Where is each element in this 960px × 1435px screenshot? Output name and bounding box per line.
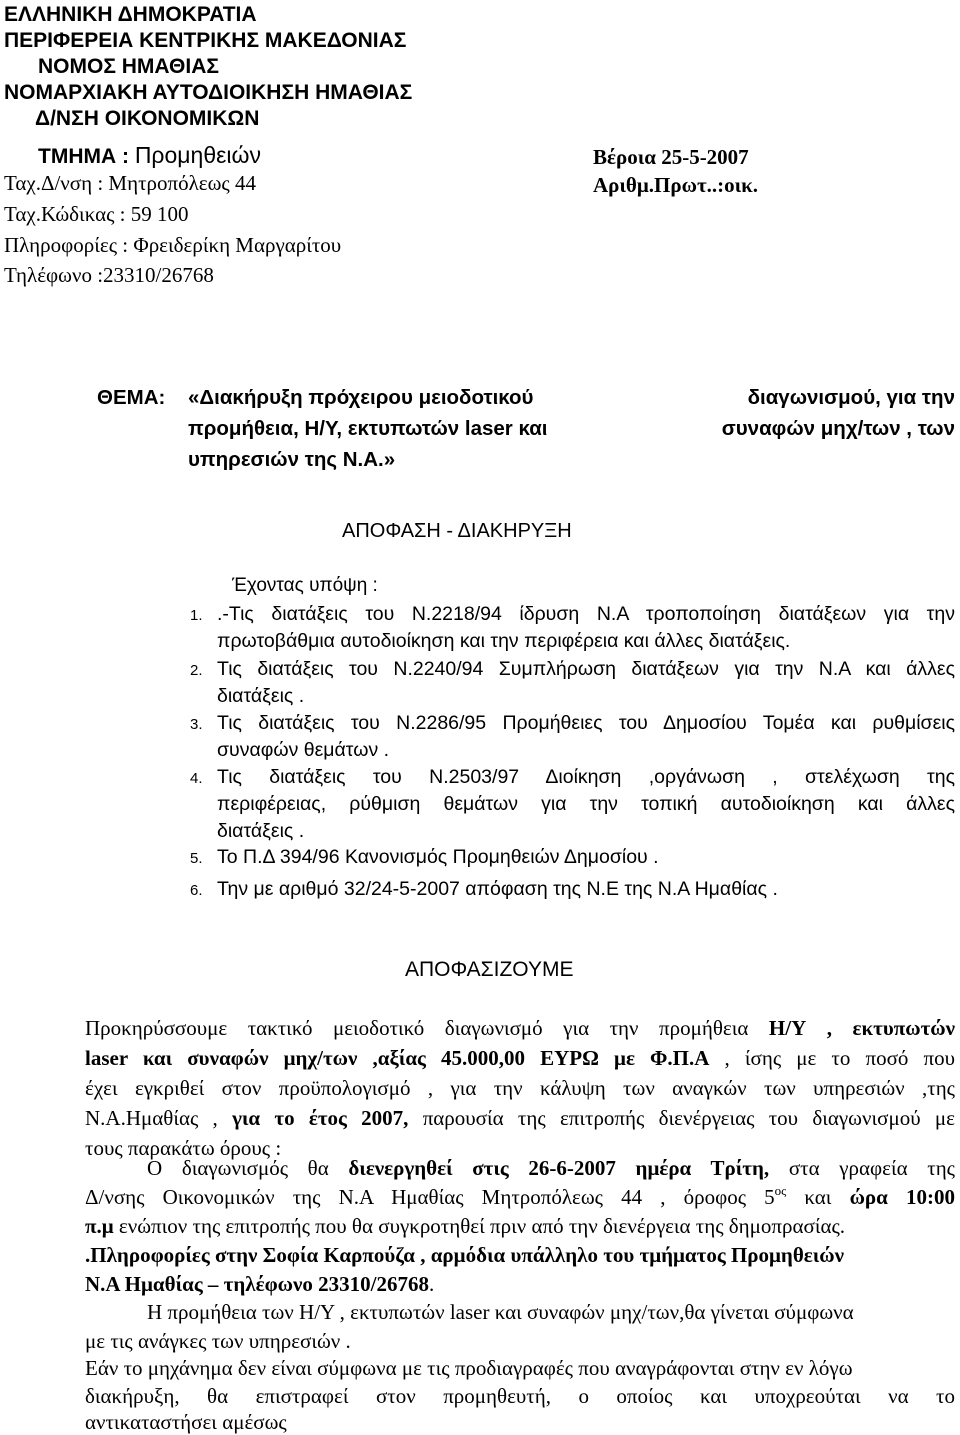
- p1-line-4-text: Ν.Α.Ημαθίας ,: [85, 1106, 218, 1130]
- p1-line-3: έχει εγκριθεί στον προϋπολογισμό , για την κάλυψη των αναγκών των υπηρεσιών ,της: [85, 1076, 955, 1100]
- header-line-1: ΕΛΛΗΝΙΚΗ ΔΗΜΟΚΡΑΤΙΑ: [4, 3, 257, 26]
- p3-line-1: Η προμήθεια των Η/Υ , εκτυπωτών laser και συναφών μηχ/των,θα γίνεται σύμφωνα: [147, 1300, 854, 1324]
- p1-line-4-rest: παρουσία της επιτροπής διενέργειας του διαγωνισμού με: [408, 1106, 955, 1130]
- header-line-5: Δ/ΝΣΗ ΟΙΚΟΝΟΜΙΚΩΝ: [35, 107, 260, 130]
- p4-line-1: Εάν το μηχάνημα δεν είναι σύμφωνα με τις προδιαγραφές που αναγράφονται στην εν λόγω: [85, 1356, 853, 1380]
- p1-line-4-bold: για το έτος 2007,: [217, 1106, 409, 1130]
- list-item-line: Την με αριθμό 32/24-5-2007 απόφαση της Ν.Ε της Ν.Α Ημαθίας .: [217, 878, 778, 900]
- department-line: [38, 142, 261, 170]
- p2-line-3: [85, 1214, 845, 1239]
- p2-line-1: [147, 1156, 955, 1181]
- p1-line-1-text: Προκηρύσσουμε τακτικό μειοδοτικό διαγωνισμό για την προμήθεια: [85, 1016, 769, 1040]
- p2-line-2-and: και: [786, 1185, 850, 1209]
- p1-line-1-bold: Η/Υ , εκτυπωτών: [768, 1016, 956, 1040]
- p2-line-4: .Πληροφορίες στην Σοφία Καρπούζα , αρμόδια υπάλληλο του τμήματος Προμηθειών: [85, 1243, 845, 1267]
- list-item-number: 3.: [190, 716, 203, 733]
- p1-line-5: τους παρακάτω όρους :: [85, 1136, 282, 1160]
- list-item-number: 2.: [190, 662, 203, 679]
- list-item-line: συναφών θεμάτων .: [217, 739, 390, 761]
- subject-label: ΘΕΜΑ:: [97, 386, 166, 409]
- list-item-number: 5.: [190, 850, 203, 867]
- list-item-line: Τις διατάξεις του Ν.2240/94 Συμπλήρωση διατάξεων για την Ν.Α και άλλες: [217, 658, 955, 680]
- list-item-line: διατάξεις .: [217, 685, 305, 707]
- postcode-line: Ταχ.Κώδικας : 59 100: [4, 202, 189, 226]
- p2-floor-suffix: ος: [774, 1183, 787, 1198]
- p2-line-1-bold: διενεργηθεί στις 26-6-2007 ημέρα Τρίτη,: [348, 1156, 770, 1180]
- decide-title: ΑΠΟΦΑΣΙΖΟΥΜΕ: [405, 958, 574, 981]
- list-item-number: 6.: [190, 882, 203, 899]
- protocol-number: Αριθμ.Πρωτ..:οικ.: [593, 173, 759, 197]
- p3-line-2: με τις ανάγκες των υπηρεσιών .: [85, 1329, 351, 1353]
- p2-line-1-rest: στα γραφεία της: [769, 1156, 956, 1180]
- p2-line-5-dot: .: [429, 1272, 435, 1296]
- place-date: Βέροια 25-5-2007: [593, 145, 749, 169]
- decision-title: ΑΠΟΦΑΣΗ - ΔΙΑΚΗΡΥΞΗ: [342, 520, 572, 542]
- list-item-number: 1.: [190, 607, 203, 624]
- subject-row-2b: συναφών μηχ/των , των: [721, 417, 955, 440]
- department-label: ΤΜΗΜΑ :: [38, 145, 135, 168]
- header-line-4: ΝΟΜΑΡΧΙΑΚΗ ΑΥΤΟΔΙΟΙΚΗΣΗ ΗΜΑΘΙΑΣ: [4, 81, 413, 104]
- list-item-line: .-Τις διατάξεις του Ν.2218/94 ίδρυση Ν.Α τροποποίηση διατάξεων για την: [217, 603, 955, 625]
- p1-line-2: [85, 1046, 955, 1071]
- list-item-line: πρωτοβάθμια αυτοδιοίκηση και την περιφέρεια και άλλες διατάξεις.: [217, 630, 791, 652]
- p2-line-2-text: Δ/νσης Οικονομικών της Ν.Α Ημαθίας Μητροπόλεως 44 , όροφος 5: [85, 1185, 775, 1209]
- subject-row-3: υπηρεσιών της Ν.Α.»: [188, 448, 396, 471]
- p2-line-2: [85, 1185, 955, 1210]
- subject-row-1a: «Διακήρυξη πρόχειρου μειοδοτικού: [188, 386, 534, 409]
- phone-line: Τηλέφωνο :23310/26768: [4, 263, 214, 287]
- subject-row-2a: προμήθεια, Η/Υ, εκτυπωτών laser και: [188, 417, 548, 440]
- department-value: Προμηθειών: [134, 142, 261, 168]
- p2-line-3-bold: π.μ: [85, 1214, 114, 1238]
- p4-line-3: αντικαταστήσει αμέσως: [85, 1410, 287, 1434]
- address-line: Ταχ.Δ/νση : Μητροπόλεως 44: [4, 171, 256, 195]
- header-line-2: ΠΕΡΙΦΕΡΕΙΑ ΚΕΝΤΡΙΚΗΣ ΜΑΚΕΔΟΝΙΑΣ: [4, 29, 407, 52]
- considering-label: Έχοντας υπόψη :: [232, 575, 378, 596]
- p2-line-5: [85, 1272, 434, 1297]
- list-item-number: 4.: [190, 770, 203, 787]
- p1-line-4: [85, 1106, 955, 1131]
- p4-line-2: διακήρυξη, θα επιστραφεί στον προμηθευτή, ο οποίος και υποχρεούται να το: [85, 1384, 955, 1408]
- subject-block: [97, 386, 955, 479]
- p1-line-2-bold: laser και συναφών μηχ/των ,αξίας 45.000,00 ΕΥΡΩ με Φ.Π.Α: [85, 1046, 710, 1070]
- list-item-line: διατάξεις .: [217, 820, 305, 842]
- list-item-line: Τις διατάξεις του Ν.2503/97 Διοίκηση ,οργάνωση , στελέχωση της: [217, 766, 955, 788]
- p2-line-5-bold: Ν.Α Ημαθίας – τηλέφωνο 23310/26768: [85, 1272, 429, 1296]
- header-line-3: ΝΟΜΟΣ ΗΜΑΘΙΑΣ: [38, 55, 219, 78]
- info-line: Πληροφορίες : Φρειδερίκη Μαργαρίτου: [4, 233, 342, 257]
- p1-line-1: [85, 1016, 955, 1041]
- list-item-line: περιφέρειας, ρύθμιση θεμάτων για την τοπική αυτοδιοίκηση και άλλες: [217, 793, 955, 815]
- list-item-line: Το Π.Δ 394/96 Κανονισμός Προμηθειών Δημοσίου .: [217, 846, 659, 868]
- p2-line-2-time: ώρα 10:00: [849, 1185, 955, 1209]
- p1-line-2-text: , ίσης με το ποσό που: [709, 1046, 955, 1070]
- subject-row-1b: διαγωνισμού, για την: [747, 386, 955, 409]
- list-item-line: Τις διατάξεις του Ν.2286/95 Προμήθειες του Δημοσίου Τομέα και ρυθμίσεις: [217, 712, 955, 734]
- p2-line-1-text: Ο διαγωνισμός θα: [147, 1156, 349, 1180]
- p2-line-3-text: ενώπιον της επιτροπής που θα συγκροτηθεί πριν από την διενέργεια της δημοπρασίας.: [113, 1214, 846, 1238]
